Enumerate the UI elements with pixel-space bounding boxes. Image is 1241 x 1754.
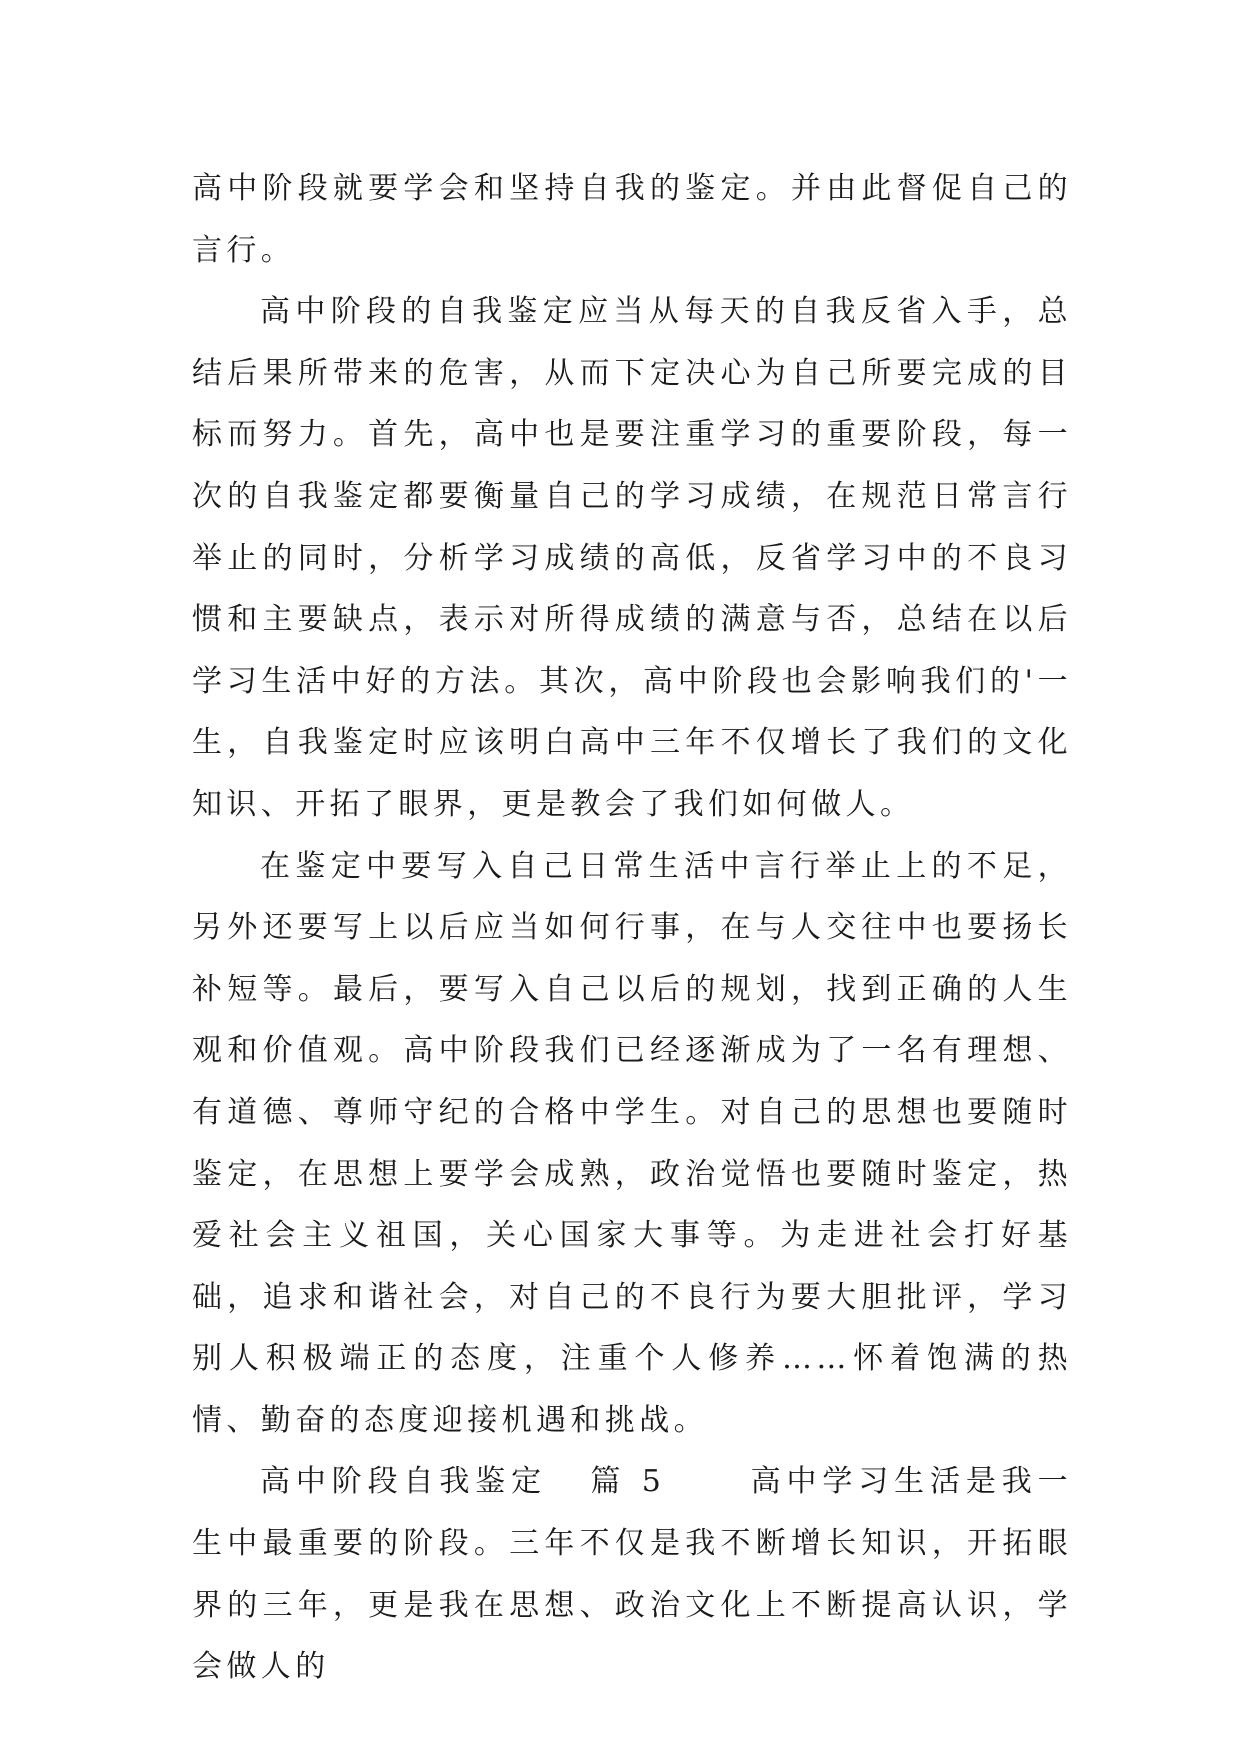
section-heading: 高中阶段自我鉴定: [260, 1464, 547, 1500]
section-text: 高中学习生活是我一生中最重要的阶段。三年不仅是我不断增长知识，开拓眼界的三年，更是我在思想、政治文化上不断提高认识，学会做人的: [192, 1464, 1072, 1685]
paragraph-2: 高中阶段的自我鉴定应当从每天的自我反省入手，总结后果所带来的危害，从而下定决心为自己所要完成的目标而努力。首先，高中也是要注重学习的重要阶段，每一次的自我鉴定都要衡量自己的学习成绩，在规范日常言行举止的同时，分析学习成绩的高低，反省学习中的不良习惯和主要缺点，表示对所得成绩的满意与否，总结在以后学习生活中好的方法。其次，高中阶段也会影响我们的'一生，自我鉴定时应该明白高中三年不仅增长了我们的文化知识、开拓了眼界，更是教会了我们如何做人。: [192, 294, 1072, 822]
paragraph-3: 在鉴定中要写入自己日常生活中言行举止上的不足，另外还要写上以后应当如何行事，在与人交往中也要扬长补短等。最后，要写入自己以后的规划，找到正确的人生观和价值观。高中阶段我们已经逐渐成为了一名有理想、有道德、尊师守纪的合格中学生。对自己的思想也要随时鉴定，在思想上要学会成熟，政治觉悟也要随时鉴定，热爱社会主义祖国，关心国家大事等。为走进社会打好基础，追求和谐社会，对自己的不良行为要大胆批评，学习别人积极端正的态度，注重个人修养……怀着饱满的热情、勤奋的态度迎接机遇和挑战。: [192, 848, 1072, 1438]
paragraph-1: 高中阶段就要学会和坚持自我的鉴定。并由此督促自己的言行。: [192, 171, 1072, 268]
section-number: 篇 5: [588, 1464, 666, 1500]
section-paragraph: [192, 1451, 1072, 1697]
document-body: [192, 158, 1072, 1698]
